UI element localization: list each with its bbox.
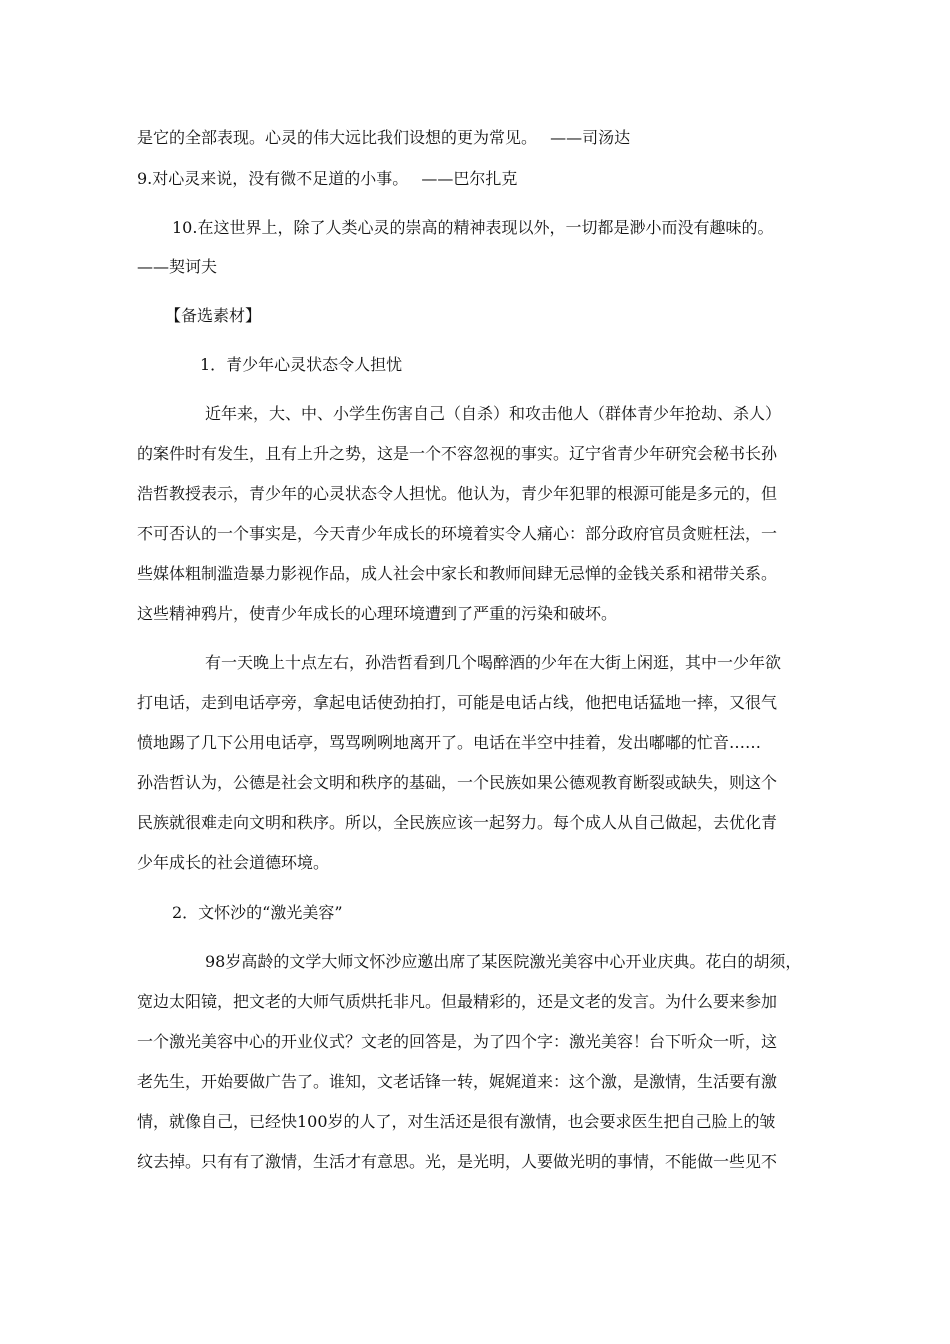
item1-paragraph1-line: 这些精神鸦片，使青少年成长的心理环境遭到了严重的污染和破坏。 bbox=[137, 604, 618, 623]
item2-paragraph-line: 老先生，开始要做广告了。谁知，文老话锋一转，娓娓道来：这个激，是激情，生活要有激 bbox=[137, 1072, 778, 1091]
item2-title: 2．文怀沙的“激光美容” bbox=[172, 903, 343, 922]
item1-paragraph1-line: 浩哲教授表示，青少年的心灵状态令人担忧。他认为，青少年犯罪的根源可能是多元的，但 bbox=[137, 484, 778, 503]
item1-paragraph2-line: 孙浩哲认为，公德是社会文明和秩序的基础，一个民族如果公德观教育断裂或缺失，则这个 bbox=[137, 773, 778, 792]
item1-paragraph1-line: 不可否认的一个事实是，今天青少年成长的环境着实令人痛心：部分政府官员贪赃枉法，一 bbox=[137, 524, 778, 543]
quote-10-author: ——契诃夫 bbox=[137, 257, 218, 276]
item2-paragraph-line: 宽边太阳镜，把文老的大师气质烘托非凡。但最精彩的，还是文老的发言。为什么要来参加 bbox=[137, 992, 778, 1011]
item1-paragraph1-line: 些媒体粗制滥造暴力影视作品，成人社会中家长和教师间肆无忌惮的金钱关系和裙带关系。 bbox=[137, 564, 778, 583]
item2-paragraph-line: 情，就像自己，已经快100岁的人了，对生活还是很有激情，也会要求医生把自己脸上的皱 bbox=[137, 1112, 776, 1131]
item1-paragraph1-line: 的案件时有发生，且有上升之势，这是一个不容忽视的事实。辽宁省青少年研究会秘书长孙 bbox=[137, 444, 778, 463]
item1-paragraph2-line: 少年成长的社会道德环境。 bbox=[137, 853, 330, 872]
item1-paragraph2-line: 打电话，走到电话亭旁，拿起电话使劲拍打，可能是电话占线，他把电话猛地一摔，又很气 bbox=[137, 693, 778, 712]
item2-paragraph-line: 纹去掉。只有有了激情，生活才有意思。光，是光明，人要做光明的事情，不能做一些见不 bbox=[137, 1152, 778, 1171]
quote-line-top: 是它的全部表现。心灵的伟大远比我们设想的更为常见。 ——司汤达 bbox=[137, 128, 631, 147]
item2-paragraph-line: 98岁高龄的文学大师文怀沙应邀出席了某医院激光美容中心开业庆典。花白的胡须， bbox=[205, 952, 802, 971]
section-heading: 【备选素材】 bbox=[165, 306, 262, 325]
item1-paragraph2-line: 民族就很难走向文明和秩序。所以，全民族应该一起努力。每个成人从自己做起，去优化青 bbox=[137, 813, 778, 832]
item1-paragraph2-line: 愤地踢了几下公用电话亭，骂骂咧咧地离开了。电话在半空中挂着，发出嘟嘟的忙音…… bbox=[137, 733, 762, 752]
item1-paragraph2-line: 有一天晚上十点左右，孙浩哲看到几个喝醉酒的少年在大街上闲逛，其中一少年欲 bbox=[205, 653, 782, 672]
item2-paragraph-line: 一个激光美容中心的开业仪式？文老的回答是，为了四个字：激光美容！台下听众一听，这 bbox=[137, 1032, 778, 1051]
quote-10-text: 10.在这世界上，除了人类心灵的崇高的精神表现以外，一切都是渺小而没有趣味的。 bbox=[172, 218, 774, 237]
quote-9: 9.对心灵来说，没有微不足道的小事。 ——巴尔扎克 bbox=[137, 169, 518, 188]
item1-paragraph1-line: 近年来，大、中、小学生伤害自己（自杀）和攻击他人（群体青少年抢劫、杀人） bbox=[205, 404, 782, 423]
item1-title: 1．青少年心灵状态令人担忧 bbox=[200, 355, 403, 374]
